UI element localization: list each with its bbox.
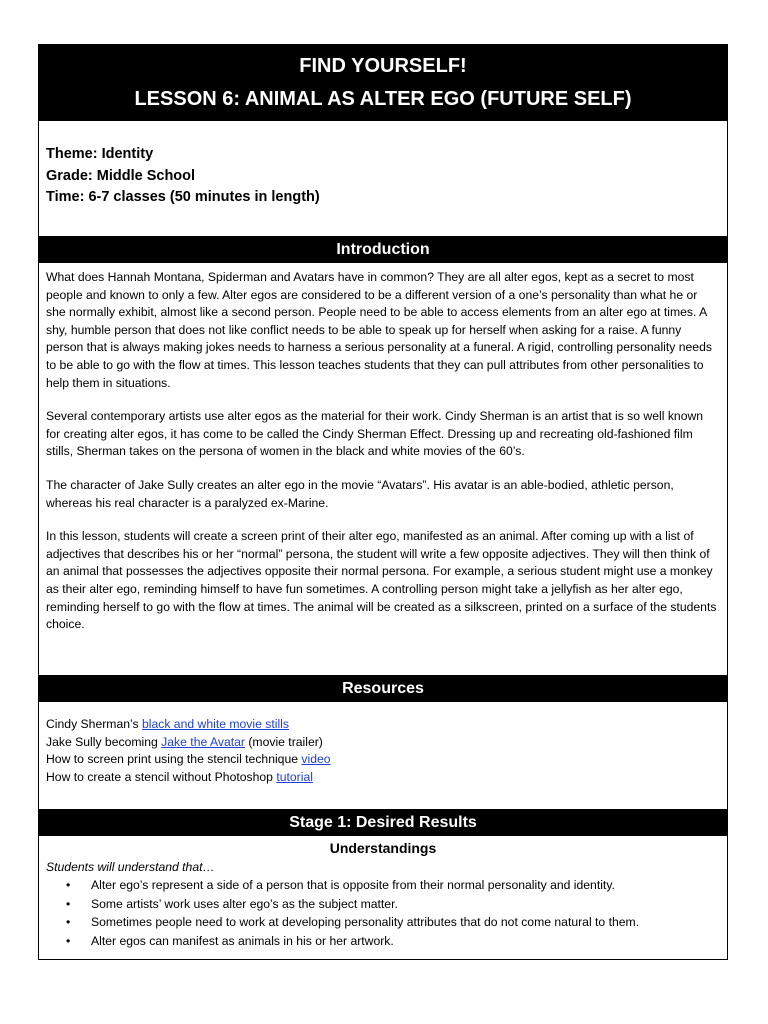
resource-link-movie-stills[interactable]: black and white movie stills [141,717,289,731]
resource-link-video[interactable]: video [301,752,331,767]
intro-paragraph-4: In this lesson, students will create a screen print of their alter ego, manifested as an animal. After coming up with a list of adjectives that describes his or her “normal” persona, the student will write a few opposite adjectives. They will then think of an animal that possesses the adjectives opposite their normal persona. For example, a serious student might use a monkey as their alter ego, reminding himself to have fun sometimes. A controlling person might take a jellyfish as her alter ego, reminding herself to go with the flow at times. The animal will be created as a silkscreen, printed on a surface of the students choice. [46,529,717,632]
intro-paragraph-1: What does Hannah Montana, Spiderman and Avatars have in common? They are all alter egos, kept as a secret to most people and known to only a few. Alter egos are considered to be a different version of a one’s personality than what he or she normally exhibit, almost like a second person. People need to be able to access elements from an alter ego at times. A shy, humble person that does not like conflict needs to be able to speak up for herself when asking for a raise. A funny person that is always making jokes needs to harness a serious personality at a funeral. A rigid, controlling personality needs to be able to go with the flow at times. This lesson teaches students that they can pull attributes from other personalities to help them in situations. [46,270,712,390]
bullet-icon: • [66,933,71,948]
theme-line: Theme: Identity [46,146,154,162]
list-item [39,876,727,895]
understandings-lead: Students will understand that… [46,860,215,874]
introduction-section [39,263,727,675]
list-item-text: Some artists’ work uses alter ego’s as the subject matter. [91,896,398,911]
resource-text: Cindy Sherman’s [46,717,142,731]
grade-line: Grade: Middle School [46,167,196,184]
resource-text: How to screen print using the stencil technique [46,752,302,767]
resource-suffix: (movie trailer) [244,734,323,749]
intro-paragraph-2: Several contemporary artists use alter egos as the material for their work. Cindy Sherman is an artist that is so well known for creating alter egos, it has come to be called the Cindy Sherman Effect. Dressing up and recreating old-fashioned film stills, Sherman takes on the persona of women in the black and white movies of the 60’s. [46,409,704,459]
bullet-icon: • [66,896,71,911]
resource-item [46,716,720,734]
stage1-heading: Stage 1: Desired Results [39,809,727,836]
resources-section [39,702,727,809]
resource-item [46,769,720,787]
page-title: FIND YOURSELF! [299,55,467,77]
introduction-heading: Introduction [39,236,727,263]
bullet-icon: • [66,878,71,892]
bullet-icon: • [66,915,71,929]
resources-heading: Resources [39,675,727,702]
lesson-meta [39,121,727,236]
understandings-heading: Understandings [329,840,437,856]
list-item-text: Alter ego’s represent a side of a person that is opposite from their normal personality and identity. [91,878,615,892]
resource-text: How to create a stencil without Photoshop [46,769,277,784]
time-line: Time: 6-7 classes (50 minutes in length) [46,189,320,205]
resource-text: Jake Sully becoming [46,734,162,749]
list-item-text: Sometimes people need to work at developing personality attributes that do not come natural to them. [91,915,640,929]
list-item [39,932,727,951]
intro-paragraph-3: The character of Jake Sully creates an alter ego in the movie “Avatars”. His avatar is an able-bodied, athletic person, whereas his real character is a paralyzed ex-Marine. [46,477,674,510]
list-item [39,895,727,914]
list-item-text: Alter egos can manifest as animals in his or her artwork. [91,933,394,948]
lesson-page [38,44,728,960]
title-bar [39,45,727,121]
list-item [39,913,727,932]
resource-link-tutorial[interactable]: tutorial [276,769,313,784]
resource-link-jake-avatar[interactable]: Jake the Avatar [161,734,245,749]
resource-item [46,734,720,752]
resource-item [46,751,720,769]
lesson-title: LESSON 6: ANIMAL AS ALTER EGO (FUTURE SELF) [134,88,632,110]
understandings-list [39,876,727,950]
